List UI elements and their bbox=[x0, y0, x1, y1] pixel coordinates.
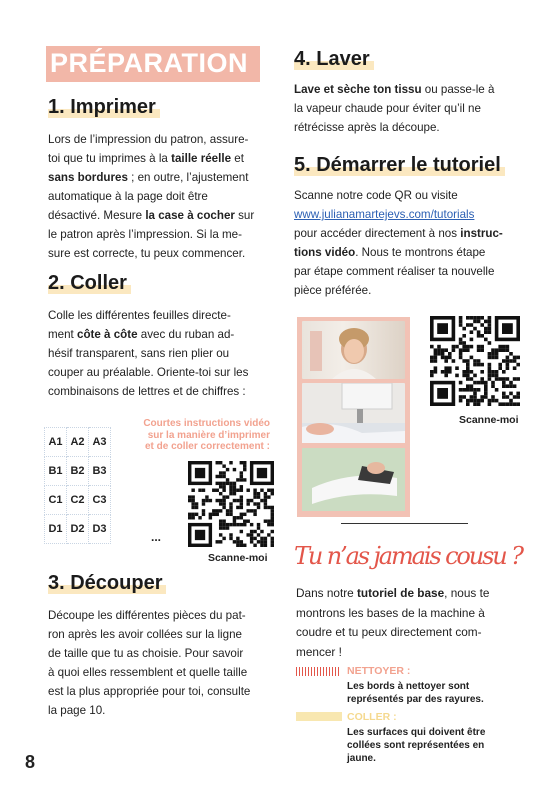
bold-text: instruc- bbox=[460, 227, 503, 240]
text-line bbox=[48, 363, 272, 382]
yellow-swatch bbox=[296, 712, 342, 721]
bold-text: taille réelle bbox=[171, 152, 232, 165]
text-line bbox=[294, 118, 526, 137]
text-run: Colle les différentes feuilles directe- bbox=[48, 309, 231, 322]
text-line bbox=[48, 344, 272, 363]
text-line bbox=[294, 224, 534, 243]
text-line bbox=[48, 225, 272, 244]
text-line bbox=[294, 243, 534, 262]
text-line bbox=[296, 584, 518, 604]
qr-caption: Scanne-moi bbox=[459, 414, 519, 426]
text-run: le patron après l’impression. Si la me- bbox=[48, 228, 242, 241]
glue-instructions bbox=[48, 306, 272, 401]
woman-portrait-photo bbox=[302, 321, 405, 379]
clean-description: Les bords à nettoyer sont représentés par des rayures. bbox=[347, 681, 484, 705]
text-run: pièce préférée. bbox=[294, 284, 372, 297]
text-run: ment bbox=[48, 328, 77, 341]
grid-cell: A3 bbox=[89, 428, 111, 457]
text-run: à quoi elles ressemblent et quelle taille bbox=[48, 666, 248, 679]
tutorials-link[interactable]: www.julianamartejevs.com/tutorials bbox=[294, 208, 475, 221]
text-run: Découpe les différentes pièces du pat- bbox=[48, 609, 246, 622]
grid-cell: B2 bbox=[67, 457, 89, 486]
page-number: 8 bbox=[25, 752, 36, 772]
text-line bbox=[294, 186, 534, 205]
heading-imprimer: 1. Imprimer bbox=[48, 96, 160, 119]
cut-instructions bbox=[48, 606, 272, 720]
grid-cell: C3 bbox=[89, 486, 111, 515]
text-line bbox=[296, 623, 518, 643]
text-run: ron après les avoir collées sur la ligne bbox=[48, 628, 242, 641]
grid-cell: A1 bbox=[45, 428, 67, 457]
text-run: de taille que tu as choisie. Pour savoir bbox=[48, 647, 244, 660]
clean-label: NETTOYER : bbox=[347, 665, 411, 677]
text-line bbox=[294, 205, 534, 224]
text-line bbox=[294, 99, 526, 118]
grid-cell: C2 bbox=[67, 486, 89, 515]
page-assembly-grid bbox=[44, 427, 117, 544]
text-run: par étape comment réaliser ta nouvelle bbox=[294, 265, 495, 278]
bold-text: sans bordures bbox=[48, 171, 128, 184]
bold-text: la case à cocher bbox=[145, 209, 235, 222]
banner-title: PRÉPARATION bbox=[50, 48, 249, 78]
heading-decouper: 3. Découper bbox=[48, 572, 166, 595]
text-run: . Nous te montrons étape bbox=[355, 246, 486, 259]
text-run: sur bbox=[234, 209, 255, 222]
text-run: la page 10. bbox=[48, 704, 106, 717]
text-run: coudre et tu peux directement com- bbox=[296, 625, 482, 639]
text-run: mencer ! bbox=[296, 644, 342, 659]
text-run: est la plus appropriée pour toi, consulte bbox=[48, 685, 251, 698]
grid-cell: D3 bbox=[89, 515, 111, 544]
heading-coller: 2. Coller bbox=[48, 272, 131, 295]
text-run: désactivé. Mesure bbox=[48, 209, 146, 222]
grid-cell: D2 bbox=[67, 515, 89, 544]
text-run: automatique à la page doit être bbox=[48, 190, 208, 203]
text-run: Lors de l’impression du patron, assure- bbox=[48, 133, 249, 146]
bold-text: côte à côte bbox=[77, 328, 138, 341]
grid-row bbox=[45, 428, 111, 457]
divider bbox=[341, 523, 468, 524]
text-run: la vapeur chaude pour éviter qu’il ne bbox=[294, 102, 481, 115]
text-run: Dans notre bbox=[296, 586, 357, 600]
text-line bbox=[48, 244, 272, 263]
text-run: avec du ruban ad- bbox=[137, 328, 235, 341]
grid-row bbox=[45, 457, 111, 486]
grid-cell: A2 bbox=[67, 428, 89, 457]
text-line bbox=[48, 206, 272, 225]
text-line bbox=[48, 644, 272, 663]
text-line bbox=[48, 701, 272, 720]
qr-code-icon[interactable] bbox=[188, 461, 274, 552]
text-line bbox=[48, 149, 272, 168]
svg-text:Tu n’as jamais cousu ?: Tu n’as jamais cousu ? bbox=[294, 542, 524, 570]
iron-fabric-photo bbox=[302, 448, 405, 511]
grid-ellipsis: ... bbox=[151, 530, 162, 544]
text-line bbox=[48, 682, 272, 701]
sewing-machine-photo bbox=[302, 383, 405, 443]
script-title bbox=[292, 530, 530, 585]
bold-text: Lave et sèche ton tissu bbox=[294, 83, 422, 96]
bold-text: tutoriel de base bbox=[356, 586, 445, 600]
text-run: rétrécisse après la découpe. bbox=[294, 121, 440, 134]
text-line bbox=[48, 187, 272, 206]
qr-caption: Scanne-moi bbox=[208, 552, 268, 564]
text-run: , nous te bbox=[444, 586, 490, 600]
photo-frame bbox=[297, 317, 410, 517]
text-line bbox=[48, 625, 272, 644]
text-run: pour accéder directement à nos bbox=[294, 227, 461, 240]
grid-cell: B3 bbox=[89, 457, 111, 486]
text-line bbox=[296, 643, 518, 663]
heading-demarrer: 5. Démarrer le tutoriel bbox=[294, 154, 505, 177]
text-line bbox=[48, 168, 272, 187]
section-banner bbox=[46, 46, 260, 82]
text-line bbox=[294, 80, 526, 99]
text-run: montrons les bases de la machine à bbox=[296, 605, 485, 620]
text-line bbox=[48, 606, 272, 625]
heading-laver: 4. Laver bbox=[294, 48, 374, 71]
text-line bbox=[48, 130, 272, 149]
text-run: couper au préalable. Oriente-toi sur les bbox=[48, 366, 249, 379]
video-note: Courtes instructions vidéo sur la manière d’imprimer et de coller correctement : bbox=[143, 418, 270, 452]
text-line bbox=[48, 306, 272, 325]
wash-instructions bbox=[294, 80, 526, 137]
grid-cell: D1 bbox=[45, 515, 67, 544]
text-line bbox=[294, 281, 534, 300]
text-run: ; en outre, l’ajustement bbox=[127, 171, 249, 184]
stripe-swatch bbox=[296, 667, 340, 676]
text-line bbox=[48, 382, 272, 401]
grid-cell: C1 bbox=[45, 486, 67, 515]
text-run: sure est correcte, tu peux commencer. bbox=[48, 247, 246, 260]
grid-row bbox=[45, 486, 111, 515]
text-line bbox=[294, 262, 534, 281]
text-run: et bbox=[231, 152, 244, 165]
basic-tutorial-text bbox=[296, 584, 518, 662]
bold-text: tions vidéo bbox=[294, 246, 356, 259]
text-line bbox=[296, 604, 518, 624]
text-run: hésif transparent, sans rien plier ou bbox=[48, 347, 230, 360]
text-line bbox=[48, 325, 272, 344]
glue-label: COLLER : bbox=[347, 711, 397, 723]
glue-description: Les surfaces qui doivent être collées sont représentées en jaune. bbox=[347, 727, 486, 764]
tutorial-instructions bbox=[294, 186, 534, 300]
text-run: Scanne notre code QR ou visite bbox=[294, 189, 458, 202]
text-line bbox=[48, 663, 272, 682]
text-run: toi que tu imprimes à la bbox=[48, 152, 172, 165]
print-instructions bbox=[48, 130, 272, 263]
grid-cell: B1 bbox=[45, 457, 67, 486]
qr-code-icon[interactable] bbox=[430, 316, 520, 411]
text-run: ou passe-le à bbox=[421, 83, 495, 96]
grid-row bbox=[45, 515, 111, 544]
text-run: combinaisons de lettres et de chiffres : bbox=[48, 385, 246, 398]
